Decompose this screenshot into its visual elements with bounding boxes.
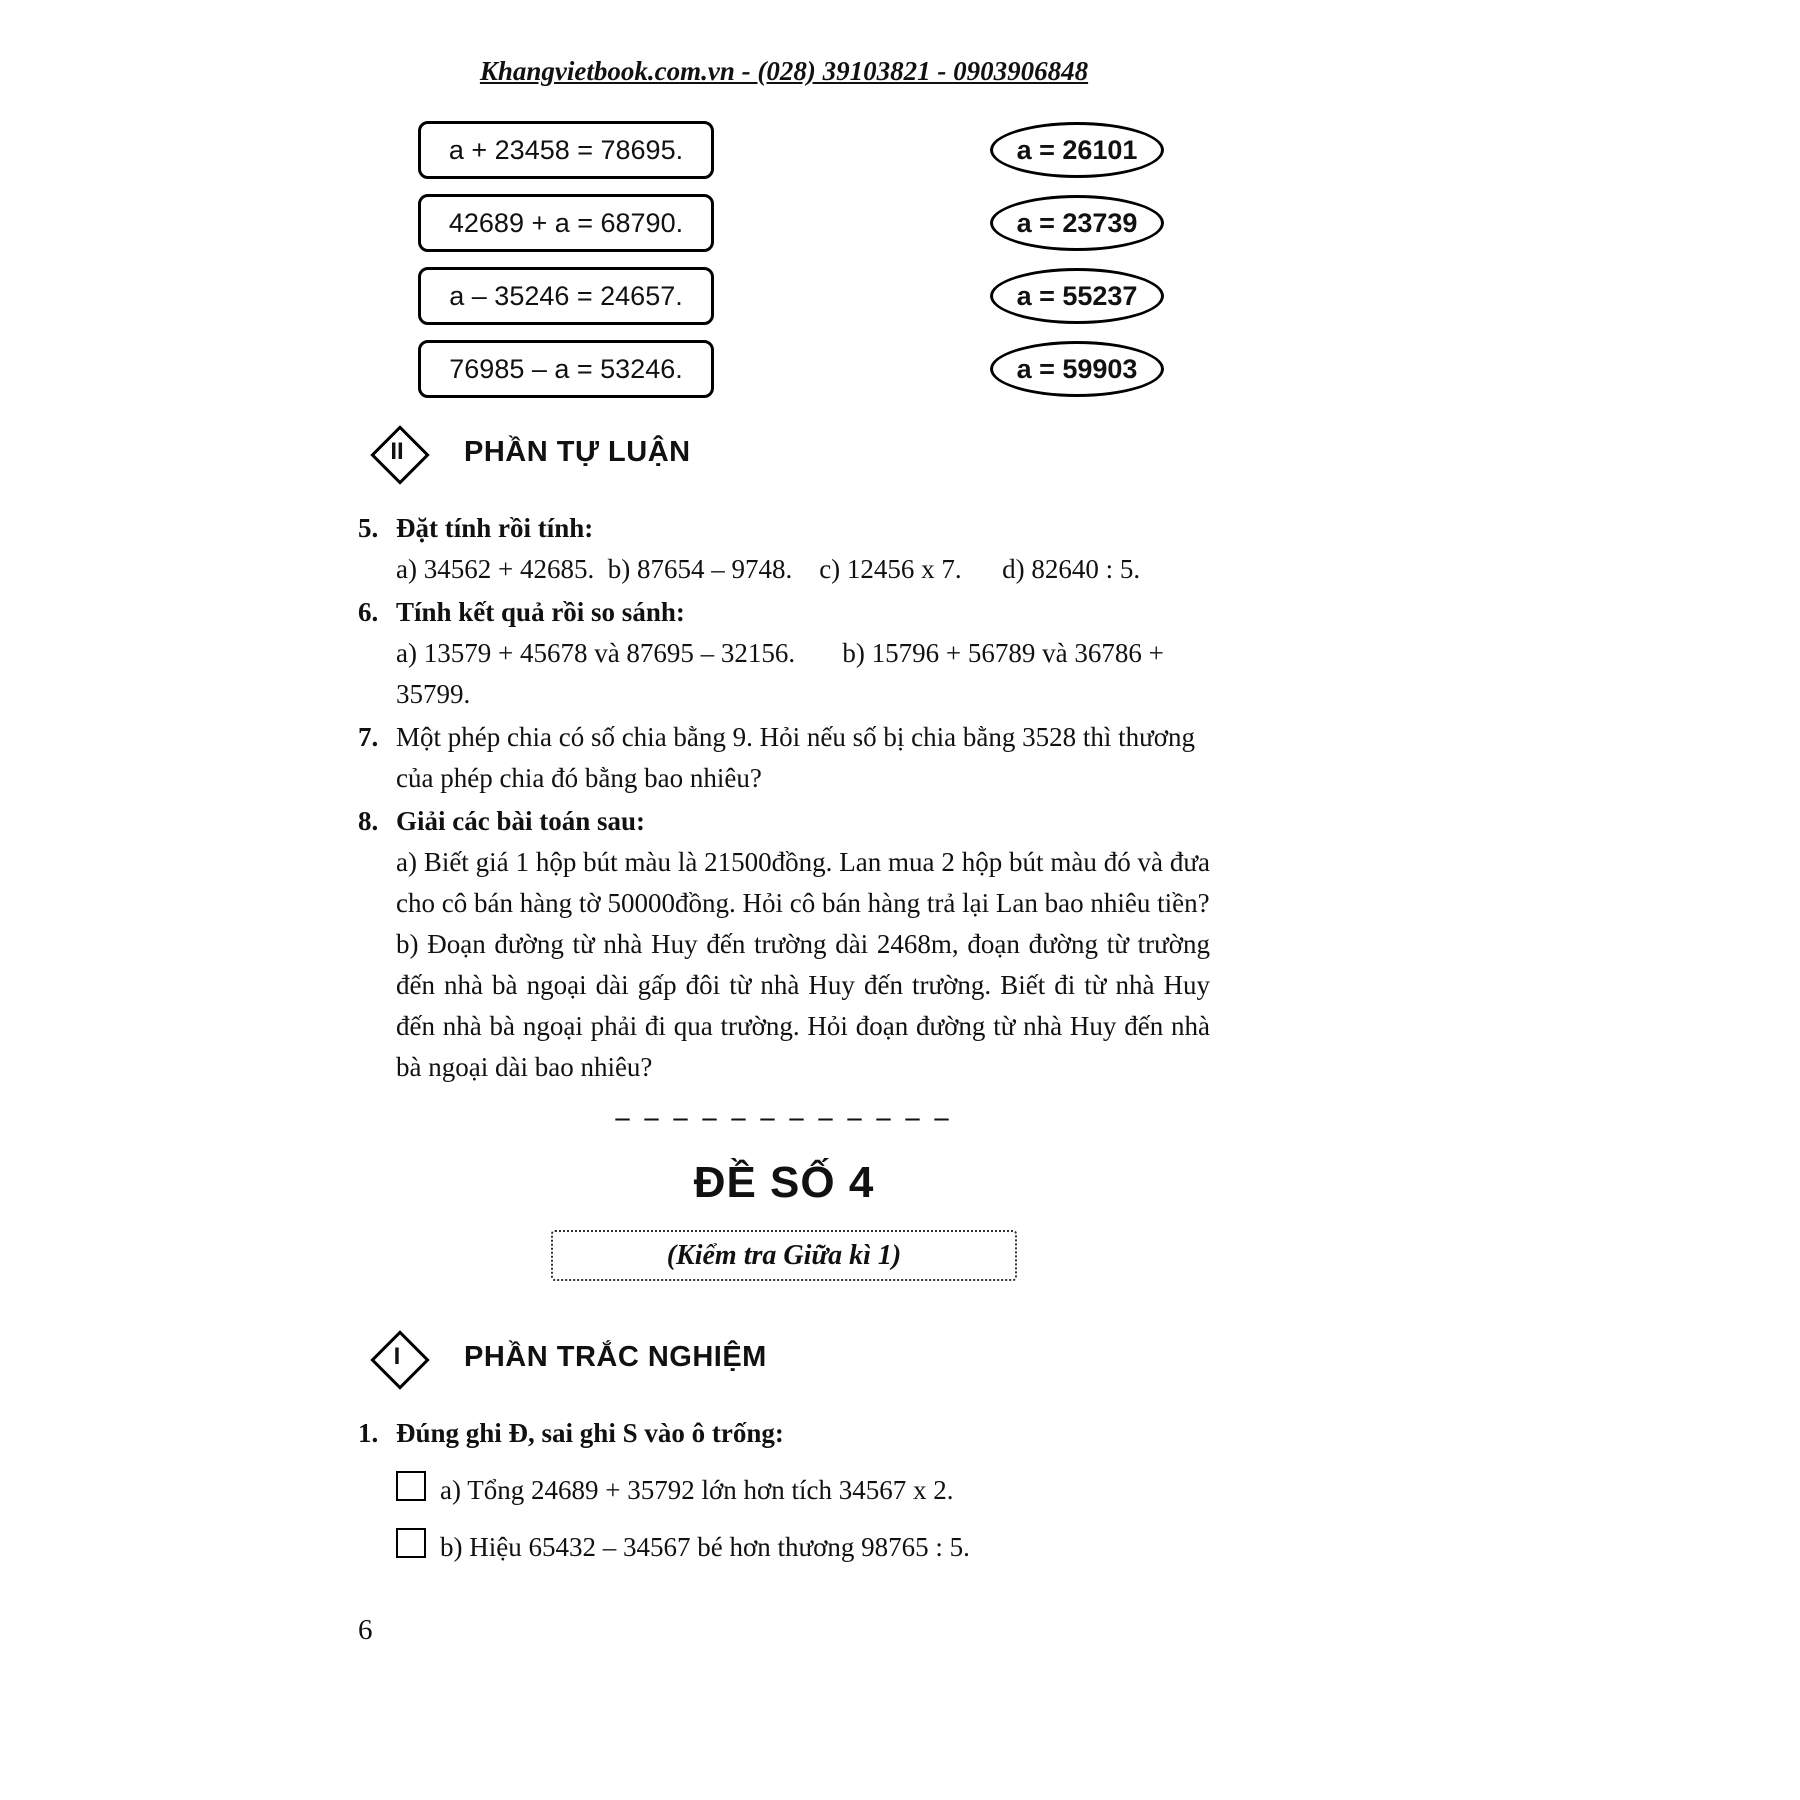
paragraph-b: b) Đoạn đường từ nhà Huy đến trường dài 2468m, đoạn đường từ trường đến nhà bà ngoại dài gấp đôi từ nhà Huy đến trường. Biết đi từ nhà Huy đến nhà bà ngoại phải đi qua trường. Hỏi đoạn đường từ nhà Huy đến nhà bà ngoại dài bao nhiêu? xyxy=(396,929,1210,1082)
answer-checkbox xyxy=(396,1471,426,1501)
equation-text: a + 23458 = 78695. xyxy=(448,134,684,165)
question-number: 1. xyxy=(358,1418,379,1448)
problem-title: Tính kết quả rồi so sánh: xyxy=(396,597,685,627)
statement-row xyxy=(396,1470,1210,1511)
equation-text: 76985 – a = 53246. xyxy=(449,353,683,384)
section-heading-multiple-choice xyxy=(368,1329,1210,1385)
page-content xyxy=(358,0,1210,1647)
answer-oval xyxy=(990,341,1164,397)
problem-5 xyxy=(358,508,1210,590)
equation-box xyxy=(418,267,714,325)
test-subtitle-box xyxy=(551,1230,1017,1281)
paragraph-a: a) Biết giá 1 hộp bút màu là 21500đồng. Lan mua 2 hộp bút màu đó và đưa cho cô bán hàng tờ 50000đồng. Hỏi cô bán hàng trả lại Lan bao nhiêu tiền? xyxy=(396,847,1210,918)
problem-title: Đặt tính rồi tính: xyxy=(396,513,594,543)
equation-box xyxy=(418,340,714,398)
answer-text: a = 59903 xyxy=(1016,353,1138,384)
section-numeral: I xyxy=(393,1343,401,1370)
answer-text: a = 26101 xyxy=(1016,134,1138,165)
problem-line: a) 13579 + 45678 và 87695 – 32156. b) 15796 + 56789 và 36786 + 35799. xyxy=(396,638,1171,709)
statement-row xyxy=(396,1527,1210,1568)
test-subtitle-text: (Kiểm tra Giữa kì 1) xyxy=(666,1239,902,1271)
answer-text: a = 23739 xyxy=(1016,207,1138,238)
matching-exercise xyxy=(358,121,1164,398)
page-number: 6 xyxy=(358,1614,373,1646)
question-title: Đúng ghi Đ, sai ghi S vào ô trống: xyxy=(396,1418,784,1448)
answer-text: a = 55237 xyxy=(1016,280,1138,311)
section-heading-essay xyxy=(368,424,1210,480)
problem-title: Giải các bài toán sau: xyxy=(396,806,646,836)
statement-text: b) Hiệu 65432 – 34567 bé hơn thương 98765 : 5. xyxy=(440,1532,970,1562)
answer-oval xyxy=(990,122,1164,178)
question-body xyxy=(396,1413,1210,1568)
statement-text: a) Tổng 24689 + 35792 lớn hơn tích 34567 x 2. xyxy=(440,1475,954,1505)
section-title: PHẦN TỰ LUẬN xyxy=(464,435,691,468)
book-header: Khangvietbook.com.vn - (028) 39103821 - 0903906848 xyxy=(479,56,1089,86)
answer-checkbox xyxy=(396,1528,426,1558)
equation-box xyxy=(418,194,714,252)
diamond-icon xyxy=(368,424,426,480)
problem-number: 5. xyxy=(358,513,379,543)
problem-8 xyxy=(358,801,1210,1088)
match-row xyxy=(358,267,1164,325)
problem-7 xyxy=(358,717,1210,799)
test-title: ĐỀ SỐ 4 xyxy=(693,1158,875,1207)
problem-number: 8. xyxy=(358,806,379,836)
dashed-separator: – – – – – – – – – – – – xyxy=(615,1102,953,1133)
equation-text: 42689 + a = 68790. xyxy=(448,207,684,238)
problem-text: Một phép chia có số chia bằng 9. Hỏi nếu số bị chia bằng 3528 thì thương của phép chia đó bằng bao nhiêu? xyxy=(396,722,1196,793)
section-title: PHẦN TRẮC NGHIỆM xyxy=(464,1340,767,1373)
problem-body xyxy=(396,717,1210,799)
match-row xyxy=(358,194,1164,252)
answer-oval xyxy=(990,195,1164,251)
question-1 xyxy=(358,1413,1210,1568)
problem-body xyxy=(396,801,1210,1088)
answer-oval xyxy=(990,268,1164,324)
problem-line: a) 34562 + 42685. b) 87654 – 9748. c) 12456 x 7. d) 82640 : 5. xyxy=(396,554,1141,584)
problem-number: 6. xyxy=(358,597,379,627)
equation-box xyxy=(418,121,714,179)
match-row xyxy=(358,340,1164,398)
problem-body xyxy=(396,592,1210,715)
equation-text: a – 35246 = 24657. xyxy=(449,280,683,311)
section-numeral: II xyxy=(390,438,404,465)
problem-body xyxy=(396,508,1210,590)
problem-6 xyxy=(358,592,1210,715)
match-row xyxy=(358,121,1164,179)
diamond-icon xyxy=(368,1329,426,1385)
problem-number: 7. xyxy=(358,722,379,752)
